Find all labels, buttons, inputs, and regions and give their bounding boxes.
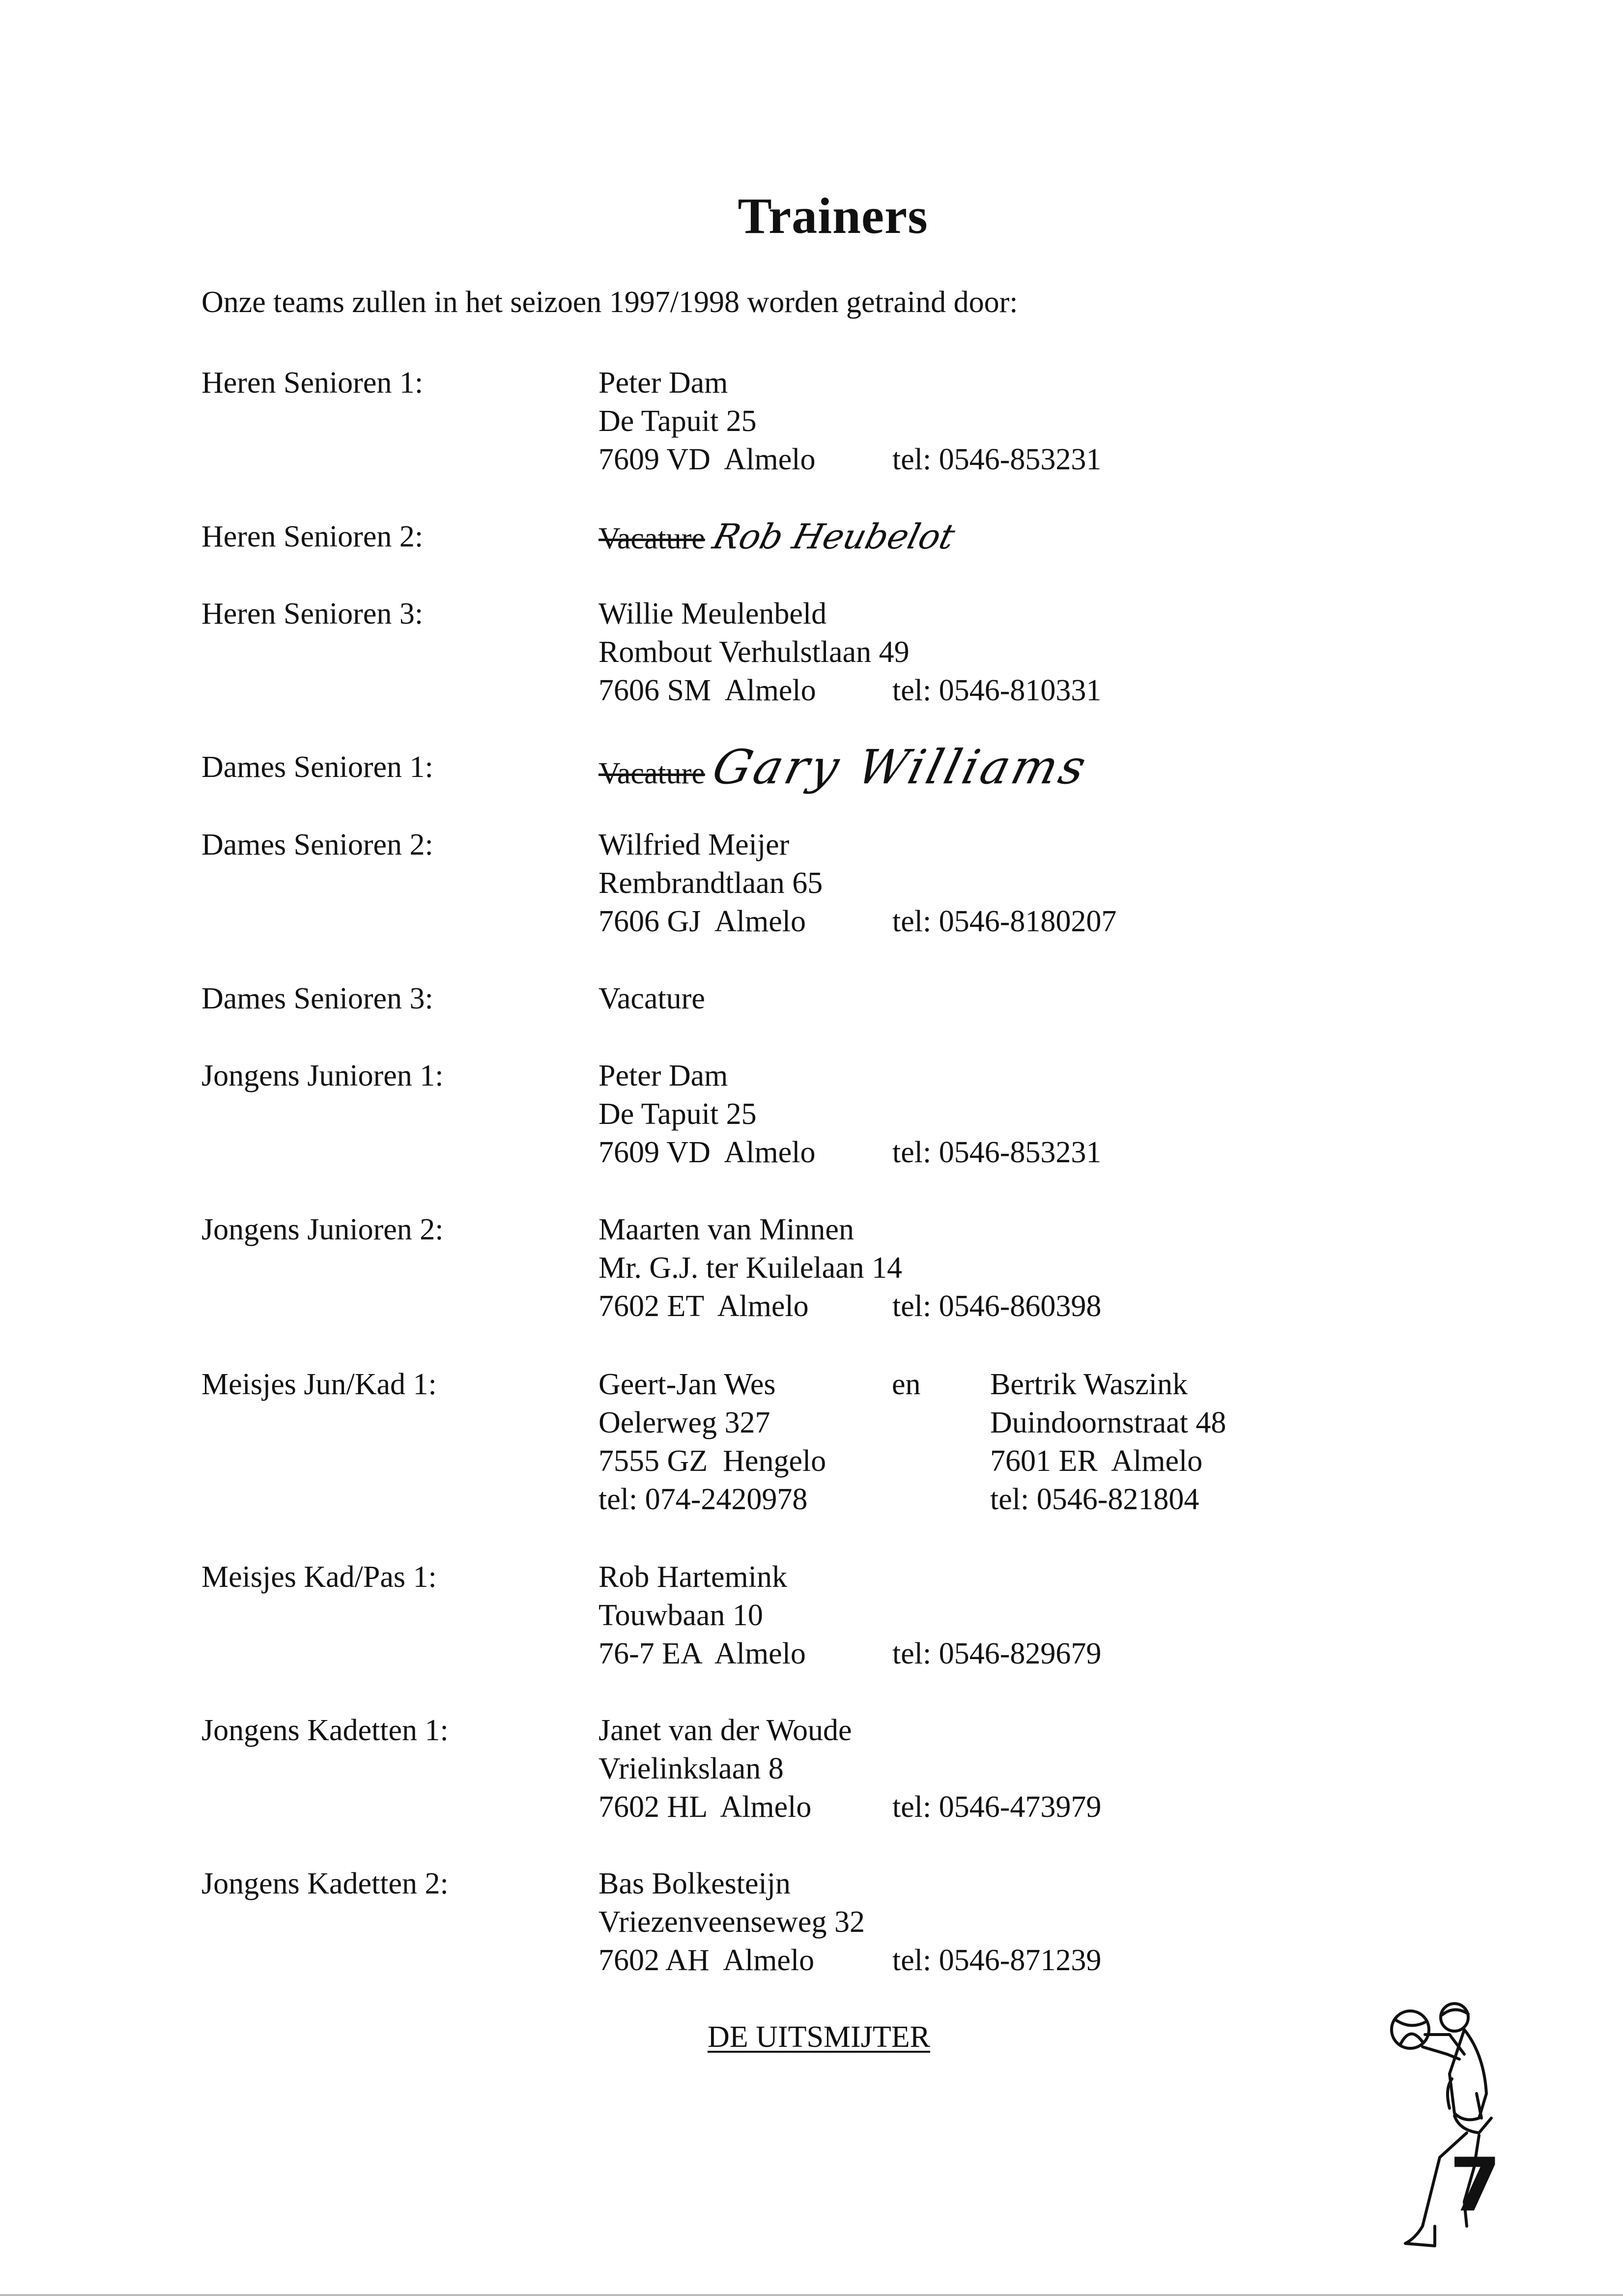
trainer-phone: tel: 0546-821804 [990, 1483, 1199, 1516]
trainer-phone: tel: 0546-8180207 [892, 905, 1117, 938]
trainer-city: 7609 VD Almelo [598, 443, 816, 476]
trainer-phone: tel: 074-2420978 [598, 1483, 808, 1516]
trainer-city: 7606 GJ Almelo [598, 905, 806, 938]
footer-club-name: DE UITSMIJTER [708, 2020, 930, 2054]
trainer-street: Mr. G.J. ter Kuilelaan 14 [598, 1251, 903, 1285]
handwritten-name: Gary Williams [707, 740, 1094, 795]
team-label: Jongens Junioren 2: [201, 1213, 444, 1246]
team-label: Heren Senioren 2: [201, 520, 424, 553]
trainer-name: Geert-Jan Wes [598, 1368, 776, 1401]
trainer-phone: tel: 0546-853231 [892, 1136, 1102, 1169]
trainer-details [598, 517, 1188, 558]
trainer-phone: tel: 0546-810331 [892, 674, 1102, 707]
team-label: Jongens Junioren 1: [201, 1059, 444, 1092]
trainer-details [598, 979, 1188, 1018]
page-title: Trainers [738, 188, 928, 244]
trainer-details [598, 364, 1188, 479]
page-number: 7 [1450, 2143, 1501, 2228]
trainer-street: Vriezenveenseweg 32 [598, 1905, 865, 1939]
trainer-name: Wilfried Meijer [598, 828, 790, 861]
trainer-details [598, 1865, 1188, 1980]
struck-vacancy: Vacature [598, 522, 705, 555]
trainer-city: 7602 HL Almelo [598, 1790, 812, 1824]
trainer-details [598, 1057, 1188, 1172]
trainer-city: 7606 SM Almelo [598, 674, 816, 707]
trainer-phone: tel: 0546-853231 [892, 443, 1102, 476]
intro-text: Onze teams zullen in het seizoen 1997/1998 worden getraind door: [201, 286, 1018, 319]
trainer-street: De Tapuit 25 [598, 404, 757, 438]
trainer-name: Willie Meulenbeld [598, 597, 827, 631]
struck-vacancy: Vacature [598, 757, 705, 790]
joiner-word: en [892, 1368, 921, 1401]
team-label: Dames Senioren 2: [201, 828, 433, 861]
trainer-name: Bas Bolkesteijn [598, 1867, 791, 1900]
trainer-city: 7602 AH Almelo [598, 1944, 815, 1977]
trainer-name: Peter Dam [598, 1059, 728, 1092]
team-label: Heren Senioren 3: [201, 597, 424, 631]
trainer-street: De Tapuit 25 [598, 1097, 757, 1131]
team-label: Heren Senioren 1: [201, 366, 424, 400]
trainer-phone: tel: 0546-829679 [892, 1637, 1102, 1670]
trainer-street: Rombout Verhulstlaan 49 [598, 635, 910, 669]
trainer-phone: tel: 0546-871239 [892, 1944, 1102, 1977]
trainer-phone: tel: 0546-473979 [892, 1790, 1102, 1824]
second-trainer-details [990, 1365, 1226, 1519]
trainer-city: 7601 ER Almelo [990, 1444, 1203, 1478]
trainer-details [598, 740, 1188, 795]
trainer-name: Bertrik Waszink [990, 1368, 1188, 1401]
trainer-details [598, 1210, 1188, 1325]
team-label: Dames Senioren 1: [201, 750, 433, 784]
team-label: Meisjes Jun/Kad 1: [201, 1368, 437, 1401]
trainer-name: Rob Hartemink [598, 1560, 787, 1594]
trainer-city: 7555 GZ Hengelo [598, 1444, 826, 1478]
team-label: Jongens Kadetten 2: [201, 1867, 449, 1900]
team-label: Jongens Kadetten 1: [201, 1714, 449, 1747]
trainer-name: Peter Dam [598, 366, 728, 400]
trainer-name: Janet van der Woude [598, 1714, 852, 1747]
trainer-details [598, 826, 1188, 941]
trainer-name: Vacature [598, 982, 705, 1015]
trainer-street: Touwbaan 10 [598, 1599, 763, 1632]
trainer-city: 7609 VD Almelo [598, 1136, 816, 1169]
team-label: Dames Senioren 3: [201, 982, 433, 1015]
trainer-phone: tel: 0546-860398 [892, 1290, 1102, 1323]
trainer-street: Rembrandtlaan 65 [598, 866, 823, 900]
trainer-name: Maarten van Minnen [598, 1213, 854, 1246]
scan-edge-line [0, 2294, 1623, 2296]
trainer-street: Duindoornstraat 48 [990, 1406, 1226, 1439]
trainer-street: Vrielinkslaan 8 [598, 1752, 784, 1785]
trainer-details [598, 1558, 1188, 1673]
team-label: Meisjes Kad/Pas 1: [201, 1560, 437, 1594]
trainer-details [598, 1711, 1188, 1826]
trainer-city: 7602 ET Almelo [598, 1290, 809, 1323]
trainer-city: 76-7 EA Almelo [598, 1637, 806, 1670]
handwritten-name: Rob Heubelot [709, 517, 959, 557]
trainer-street: Oelerweg 327 [598, 1406, 770, 1439]
trainer-details [598, 595, 1188, 710]
